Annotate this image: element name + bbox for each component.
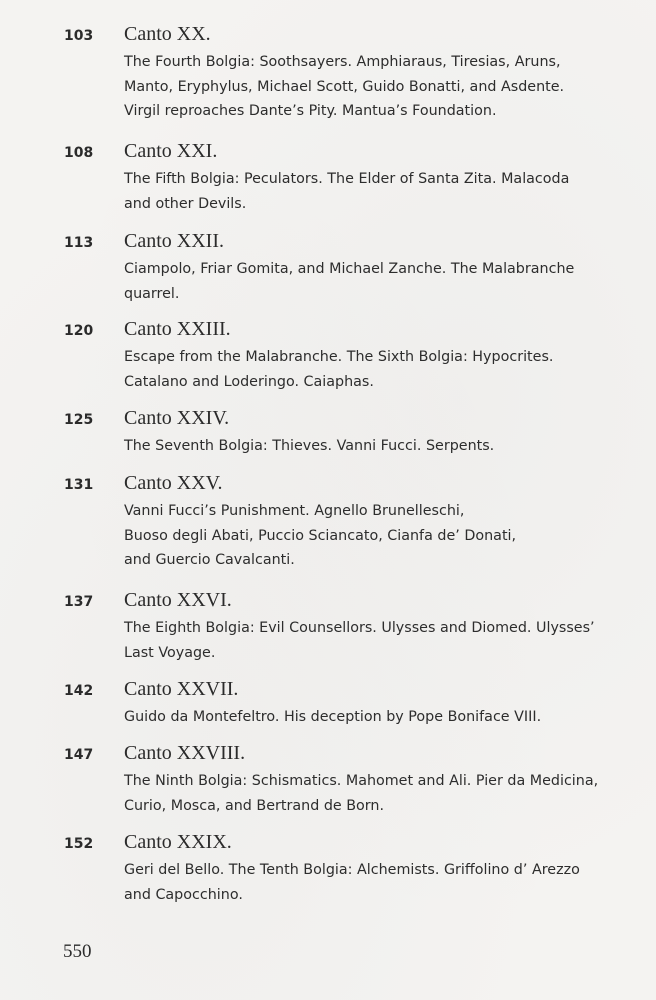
description-line: Ciampolo, Friar Gomita, and Michael Zanche. The Malabranche xyxy=(124,261,575,277)
entry-description xyxy=(124,50,624,124)
description-line: The Ninth Bolgia: Schismatics. Mahomet and Ali. Pier da Medicina, xyxy=(124,773,599,789)
entry-description xyxy=(124,705,624,730)
description-line: Guido da Montefeltro. His deception by Pope Boniface VIII. xyxy=(124,709,542,725)
entry-title: Canto XXII. xyxy=(124,230,224,252)
entry-title: Canto XX. xyxy=(124,23,211,45)
description-line: The Fifth Bolgia: Peculators. The Elder of Santa Zita. Malacoda xyxy=(124,171,570,187)
entry-description xyxy=(124,616,624,665)
description-line: Buoso degli Abati, Puccio Sciancato, Cianfa de’ Donati, xyxy=(124,527,517,544)
entry-page-number: 142 xyxy=(64,683,94,699)
description-line: Catalano and Loderingo. Caiaphas. xyxy=(124,373,374,390)
description-line: quarrel. xyxy=(124,285,180,302)
entry-page-number: 125 xyxy=(64,412,94,428)
entry-description xyxy=(124,167,624,216)
entry-description xyxy=(124,769,624,818)
entry-title: Canto XXV. xyxy=(124,472,223,494)
entry-page-number: 108 xyxy=(64,145,94,161)
entry-title: Canto XXVII. xyxy=(124,678,239,700)
description-line: The Fourth Bolgia: Soothsayers. Amphiaraus, Tiresias, Aruns, xyxy=(124,54,561,70)
description-line: Geri del Bello. The Tenth Bolgia: Alchemists. Griffolino d’ Arezzo xyxy=(124,862,580,878)
entry-title: Canto XXIX. xyxy=(124,831,232,853)
entry-page-number: 147 xyxy=(64,747,94,763)
description-line: The Eighth Bolgia: Evil Counsellors. Ulysses and Diomed. Ulysses’ xyxy=(124,620,595,636)
entry-page-number: 152 xyxy=(64,836,94,852)
entry-page-number: 120 xyxy=(64,323,94,339)
entry-title: Canto XXIV. xyxy=(124,407,230,429)
entry-description xyxy=(124,345,624,394)
description-line: Vanni Fucci’s Punishment. Agnello Brunelleschi, xyxy=(124,503,465,519)
entry-title: Canto XXI. xyxy=(124,140,218,162)
entry-description xyxy=(124,499,624,573)
entry-title: Canto XXIII. xyxy=(124,318,231,340)
entry-page-number: 131 xyxy=(64,477,94,493)
entry-page-number: 113 xyxy=(64,235,94,251)
description-line: The Seventh Bolgia: Thieves. Vanni Fucci. Serpents. xyxy=(124,438,495,454)
description-line: and Capocchino. xyxy=(124,886,243,903)
entry-page-number: 137 xyxy=(64,594,94,610)
description-line: and other Devils. xyxy=(124,195,247,212)
description-line: Escape from the Malabranche. The Sixth Bolgia: Hypocrites. xyxy=(124,349,554,365)
description-line: and Guercio Cavalcanti. xyxy=(124,552,295,568)
description-line: Last Voyage. xyxy=(124,644,216,661)
entry-title: Canto XXVIII. xyxy=(124,742,246,764)
entry-description xyxy=(124,257,624,306)
entry-description xyxy=(124,858,624,907)
description-line: Virgil reproaches Dante’s Pity. Mantua’s Foundation. xyxy=(124,103,497,119)
entry-title: Canto XXVI. xyxy=(124,589,232,611)
entry-page-number: 103 xyxy=(64,28,94,44)
description-line: Manto, Eryphylus, Michael Scott, Guido Bonatti, and Asdente. xyxy=(124,78,565,95)
page-folio-number: 550 xyxy=(63,941,92,962)
description-line: Curio, Mosca, and Bertrand de Born. xyxy=(124,797,385,814)
entry-description xyxy=(124,434,624,459)
